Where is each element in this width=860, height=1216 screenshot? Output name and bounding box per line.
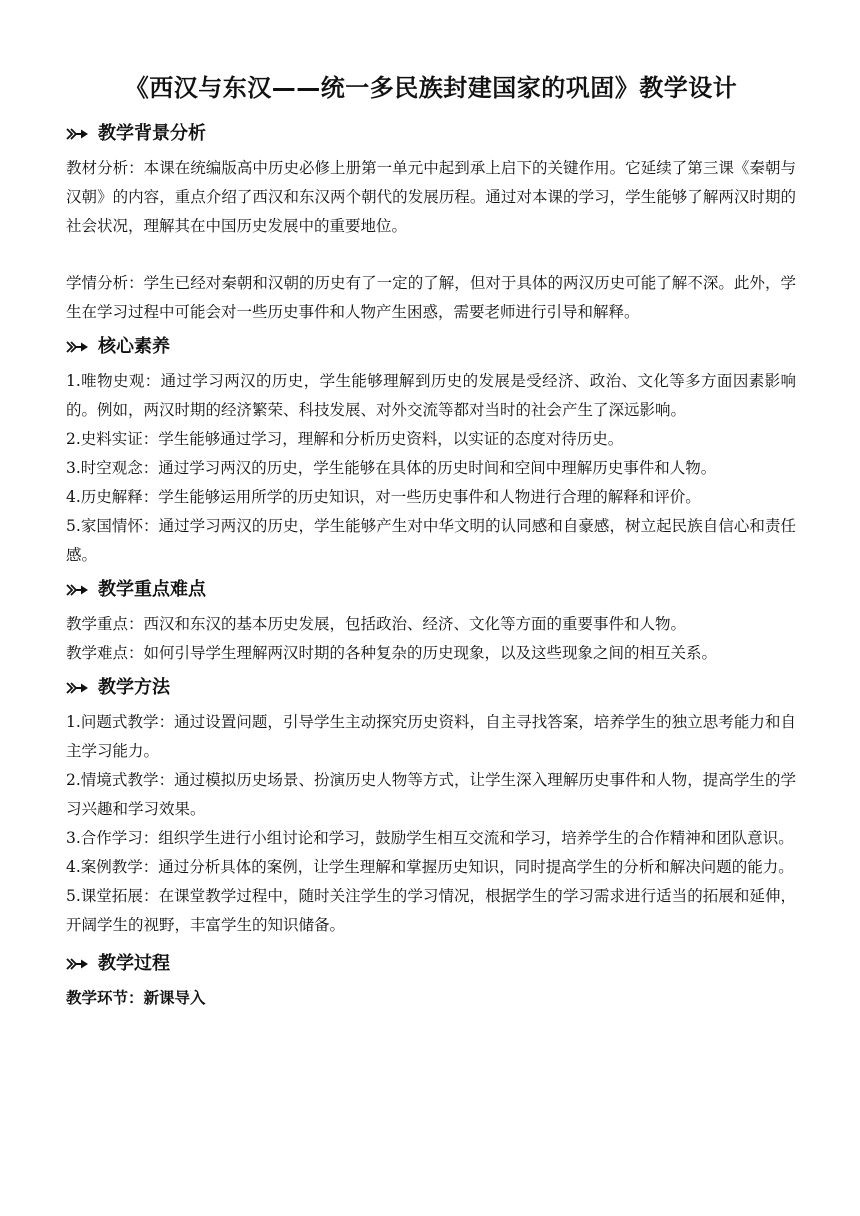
teaching-stage: 教学环节：新课导入 xyxy=(66,989,206,1007)
list-item: 5.课堂拓展：在课堂教学过程中，随时关注学生的学习情况，根据学生的学习需求进行适当的拓展和延伸，开阔学生的视野，丰富学生的知识储备。 xyxy=(66,887,796,934)
methods-list xyxy=(66,708,796,940)
list-item: 5.家国情怀：通过学习两汉的历史，学生能够产生对中华文明的认同感和自豪感，树立起民族自信心和责任感。 xyxy=(66,517,796,564)
section-heading xyxy=(66,333,796,361)
section-heading-text: 教学背景分析 xyxy=(98,123,206,144)
section-methods xyxy=(66,674,796,940)
arrow-bullet-icon xyxy=(66,957,90,971)
section-heading-text: 教学方法 xyxy=(98,677,170,698)
textbook-analysis: 教材分析：本课在统编版高中历史必修上册第一单元中起到承上启下的关键作用。它延续了第三课《秦朝与汉朝》的内容，重点介绍了西汉和东汉两个朝代的发展历程。通过对本课的学习，学生能够了解两汉时期的社会状况，理解其在中国历史发展中的重要地位。 xyxy=(66,159,796,235)
section-heading xyxy=(66,674,796,702)
list-item: 4.历史解释：学生能够运用所学的历史知识，对一些历史事件和人物进行合理的解释和评价。 xyxy=(66,488,701,506)
list-item: 4.案例教学：通过分析具体的案例，让学生理解和掌握历史知识，同时提高学生的分析和解决问题的能力。 xyxy=(66,858,794,876)
section-heading xyxy=(66,120,796,148)
document-title: 《西汉与东汉——统一多民族封建国家的巩固》教学设计 xyxy=(124,74,738,102)
list-item: 1.问题式教学：通过设置问题，引导学生主动探究历史资料，自主寻找答案，培养学生的独立思考能力和自主学习能力。 xyxy=(66,713,796,760)
list-item: 3.合作学习：组织学生进行小组讨论和学习，鼓励学生相互交流和学习，培养学生的合作精神和团队意识。 xyxy=(66,829,794,847)
arrow-bullet-icon xyxy=(66,340,90,354)
arrow-bullet-icon xyxy=(66,127,90,141)
arrow-bullet-icon xyxy=(66,681,90,695)
list-item: 2.史料实证：学生能够通过学习，理解和分析历史资料，以实证的态度对待历史。 xyxy=(66,430,624,448)
section-process xyxy=(66,950,796,1013)
list-item: 1.唯物史观：通过学习两汉的历史，学生能够理解到历史的发展是受经济、政治、文化等多方面因素影响的。例如，两汉时期的经济繁荣、科技发展、对外交流等都对当时的社会产生了深远影响。 xyxy=(66,372,796,419)
section-heading xyxy=(66,950,796,978)
teaching-focus: 教学重点：西汉和东汉的基本历史发展，包括政治、经济、文化等方面的重要事件和人物。 xyxy=(66,615,687,633)
section-background xyxy=(66,120,796,327)
teaching-difficulty: 教学难点：如何引导学生理解两汉时期的各种复杂的历史现象，以及这些现象之间的相互关系。 xyxy=(66,644,718,662)
student-analysis: 学情分析：学生已经对秦朝和汉朝的历史有了一定的了解，但对于具体的两汉历史可能了解不深。此外，学生在学习过程中可能会对一些历史事件和人物产生困惑，需要老师进行引导和解释。 xyxy=(66,274,796,321)
section-heading-text: 教学过程 xyxy=(98,953,170,974)
literacy-list xyxy=(66,367,796,570)
arrow-bullet-icon xyxy=(66,583,90,597)
section-heading xyxy=(66,576,796,604)
section-heading-text: 教学重点难点 xyxy=(98,579,206,600)
section-literacy xyxy=(66,333,796,570)
section-heading-text: 核心素养 xyxy=(98,336,170,357)
list-item: 3.时空观念：通过学习两汉的历史，学生能够在具体的历史时间和空间中理解历史事件和人物。 xyxy=(66,459,717,477)
section-keypoints xyxy=(66,576,796,668)
list-item: 2.情境式教学：通过模拟历史场景、扮演历史人物等方式，让学生深入理解历史事件和人物，提高学生的学习兴趣和学习效果。 xyxy=(66,771,796,818)
